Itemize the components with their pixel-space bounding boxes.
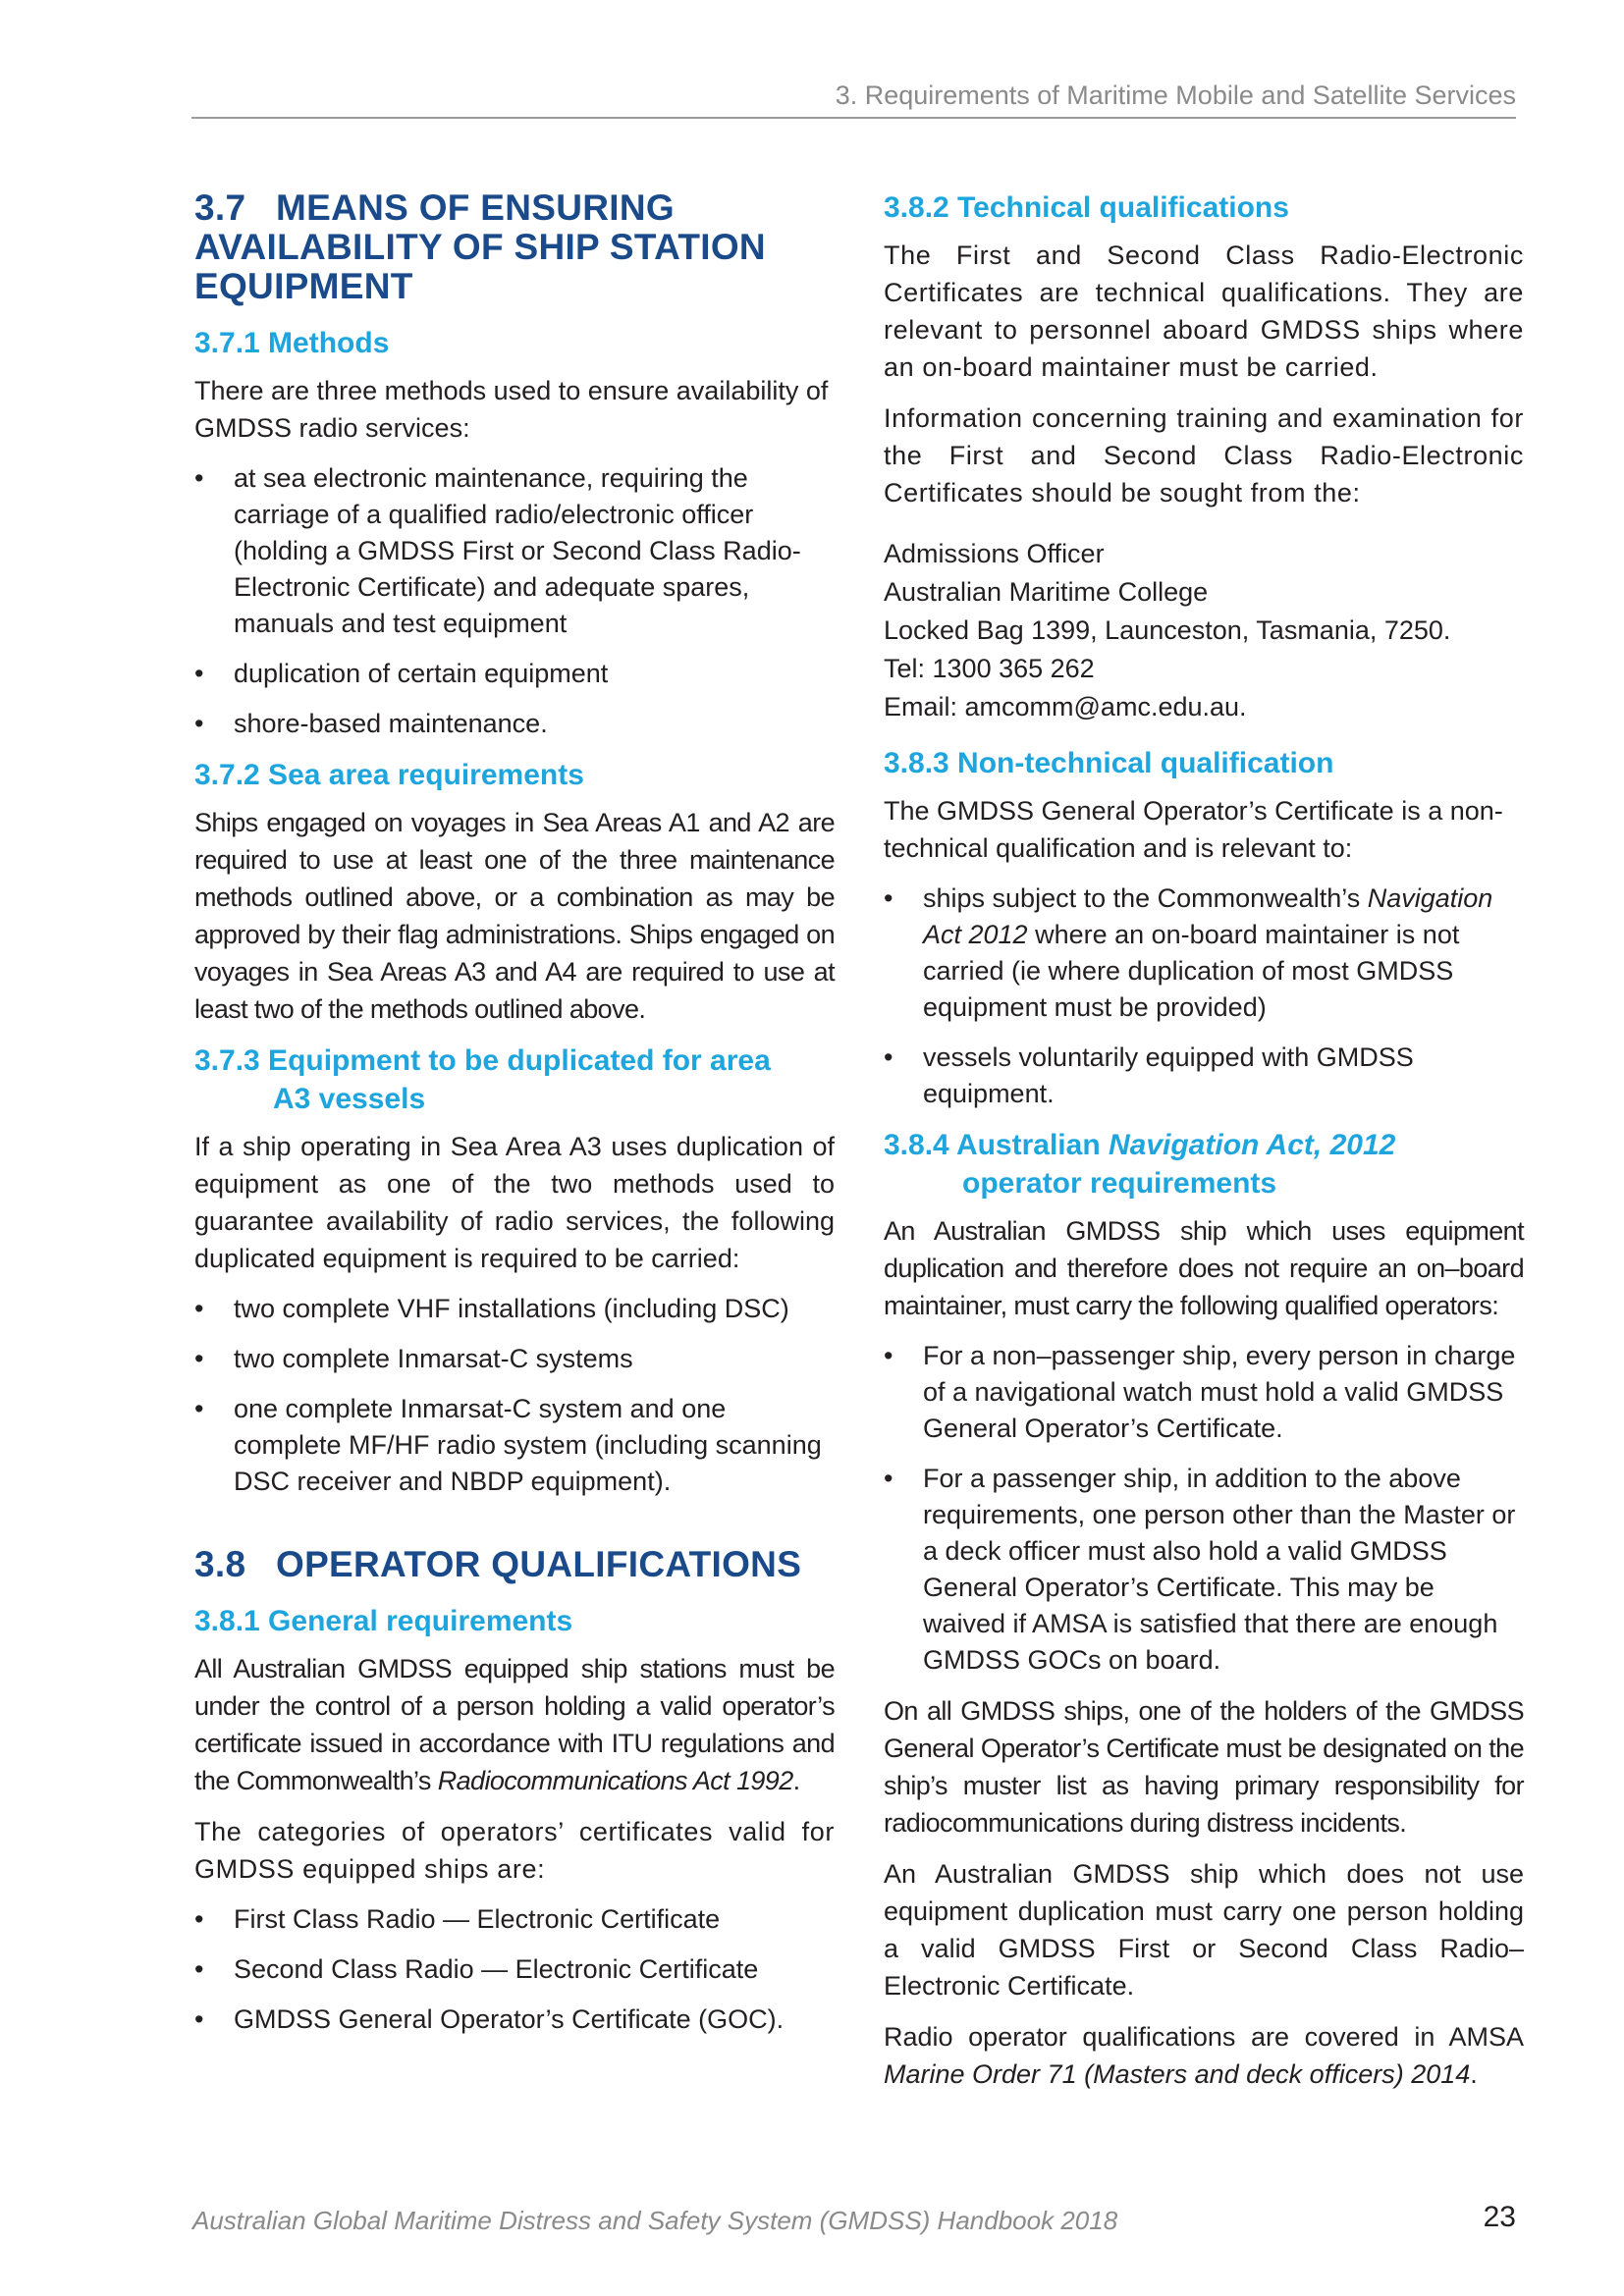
subsection-3-8-3-heading: 3.8.3 Non-technical qualification — [884, 747, 1334, 779]
paragraph: Ships engaged on voyages in Sea Areas A1 and A2 are required to use at least one of the three maintenance methods outlined above, or a combination as may be approved by their flag administrations. Ships engaged on voyages in Sea Areas A3 and A4 are required to use at least two of the methods outlined above. — [194, 808, 835, 1024]
contact-address — [884, 535, 1524, 726]
paragraph: If a ship operating in Sea Area A3 uses duplication of equipment as one of the two methods used to guarantee availability of radio services, the following duplicated equipment is required to be carried: — [194, 1132, 835, 1273]
subsection-3-8-1-heading: 3.8.1 General requirements — [194, 1605, 573, 1637]
text-run: . — [792, 1766, 800, 1795]
section-title: MEANS OF ENSURING AVAILABILITY OF SHIP STATION EQUIPMENT — [194, 187, 766, 306]
bullet-list — [194, 460, 835, 742]
paragraph: Information concerning training and examination for the First and Second Class Radio-Electronic Certificates should be sought from the: — [884, 403, 1524, 507]
subsection-3-8-2-heading: 3.8.2 Technical qualifications — [884, 191, 1289, 224]
heading-line: A3 vessels — [273, 1083, 426, 1115]
running-header: 3. Requirements of Maritime Mobile and Satellite Services — [835, 80, 1516, 110]
paragraph: The GMDSS General Operator’s Certificate is a non-technical qualification and is relevant to: — [884, 796, 1503, 863]
heading-line — [884, 1129, 1395, 1161]
list-item: • at sea electronic maintenance, requiring the carriage of a qualified radio/electronic officer (holding a GMDSS First or Second Class Radio-Electronic Certificate) and adequate spares, manuals and test equipment — [194, 460, 835, 642]
act-title: Navigation Act 2012 — [923, 883, 1493, 949]
paragraph: On all GMDSS ships, one of the holders of the GMDSS General Operator’s Certificate must be designated on the ship’s muster list as having primary responsibility for radiocommunications during distress incidents. — [884, 1696, 1524, 1838]
act-title: Navigation Act, 2012 — [1108, 1129, 1396, 1161]
section-3-8-heading — [194, 1545, 835, 1584]
text-run: All Australian GMDSS equipped ship stations must be under the control of a person holding a valid operator’s certificate issued in accordance with ITU regulations and the Commonwealth’s — [194, 1654, 835, 1795]
header-rule — [191, 117, 1516, 119]
list-item: • two complete Inmarsat-C systems — [194, 1341, 835, 1377]
section-title: OPERATOR QUALIFICATIONS — [276, 1544, 802, 1584]
bullet-list — [884, 881, 1524, 1112]
left-column — [194, 188, 835, 2052]
bullet-list — [194, 1291, 835, 1500]
section-number: 3.8 — [194, 1544, 246, 1584]
list-item: • Second Class Radio — Electronic Certificate — [194, 1951, 835, 1988]
email-line: Email: amcomm@amc.edu.au. — [884, 692, 1247, 721]
right-column — [884, 188, 1524, 2107]
list-item: • two complete VHF installations (including DSC) — [194, 1291, 835, 1327]
text-run: where an on-board maintainer is not carried (ie where duplication of most GMDSS equipment must be provided) — [923, 920, 1460, 1022]
list-item — [884, 881, 1524, 1026]
text-run: 3.8.4 Australian — [884, 1129, 1109, 1161]
list-item: • For a non–passenger ship, every person in charge of a navigational watch must hold a valid GMDSS General Operator’s Certificate. — [884, 1338, 1524, 1447]
spacer — [194, 1514, 835, 1545]
subsection-3-8-4-heading — [884, 1126, 1524, 1202]
footer-title: Australian Global Maritime Distress and Safety System (GMDSS) Handbook 2018 — [192, 2206, 1118, 2235]
subsection-3-7-1-heading: 3.7.1 Methods — [194, 327, 390, 359]
act-title: Radiocommunications Act 1992 — [437, 1766, 793, 1795]
list-item: • First Class Radio — Electronic Certificate — [194, 1901, 835, 1938]
section-number: 3.7 — [194, 187, 246, 228]
list-item: • one complete Inmarsat-C system and one complete MF/HF radio system (including scanning DSC receiver and NBDP equipment). — [194, 1391, 835, 1500]
paragraph — [884, 2018, 1524, 2093]
regulation-title: Marine Order 71 (Masters and deck officers) 2014 — [884, 2059, 1471, 2089]
heading-line: operator requirements — [962, 1167, 1277, 1200]
paragraph: The categories of operators’ certificates valid for GMDSS equipped ships are: — [194, 1817, 835, 1884]
address-line: Australian Maritime College — [884, 577, 1209, 607]
subsection-3-7-2-heading: 3.7.2 Sea area requirements — [194, 759, 584, 791]
paragraph: There are three methods used to ensure availability of GMDSS radio services: — [194, 376, 829, 443]
page-number: 23 — [1483, 2201, 1516, 2233]
heading-line: 3.7.3 Equipment to be duplicated for area — [194, 1044, 771, 1077]
address-line: Admissions Officer — [884, 539, 1105, 568]
list-item: • shore-based maintenance. — [194, 706, 835, 742]
paragraph — [194, 1650, 835, 1799]
list-item: • For a passenger ship, in addition to the above requirements, one person other than the Master or a deck officer must also hold a valid GMDSS General Operator’s Certificate. This may be waived if AMSA is satisfied that there are enough GMDSS GOCs on board. — [884, 1461, 1524, 1679]
bullet-list — [194, 1901, 835, 2038]
paragraph: An Australian GMDSS ship which uses equipment duplication and therefore does not require an on–board maintainer, must carry the following qualified operators: — [884, 1216, 1524, 1320]
text-run: . — [1470, 2059, 1478, 2089]
bullet-list — [884, 1338, 1524, 1679]
phone-line: Tel: 1300 365 262 — [884, 654, 1095, 683]
address-line: Locked Bag 1399, Launceston, Tasmania, 7250. — [884, 615, 1451, 645]
paragraph: The First and Second Class Radio-Electronic Certificates are technical qualifications. They are relevant to personnel aboard GMDSS ships where an on-board maintainer must be carried. — [884, 240, 1524, 382]
text-run: Radio operator qualifications are covered in AMSA — [884, 2022, 1524, 2052]
paragraph: An Australian GMDSS ship which does not use equipment duplication must carry one person holding a valid GMDSS First or Second Class Radio–Electronic Certificate. — [884, 1859, 1524, 2001]
list-item: • vessels voluntarily equipped with GMDSS equipment. — [884, 1040, 1524, 1112]
list-item: • GMDSS General Operator’s Certificate (GOC). — [194, 2002, 835, 2038]
list-item: • duplication of certain equipment — [194, 656, 835, 692]
section-3-7-heading — [194, 188, 835, 306]
subsection-3-7-3-heading — [194, 1041, 835, 1118]
text-run: ships subject to the Commonwealth’s — [923, 883, 1368, 913]
